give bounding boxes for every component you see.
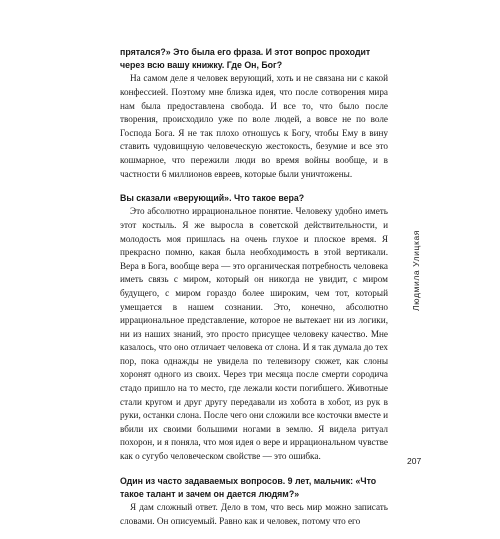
answer-paragraph: Это абсолютно иррациональное понятие. Человеку удобно иметь этот костыль. Я же выросла в советской действительности, и молодость моя пришлась на очень глухое и плоское время. Я прекрасно помню, какая была необходимость в этой вертикали. Вера в Бога, вообще вера — это органическая потребность человека иметь связь с миром, который он никогда не увидит, с миром будущего, с миром гораздо более широким, чем тот, который умещается в нашем сознании. Это, конечно, абсолютно иррациональное представление, которое не вытекает ни из логики, ни из наших знаний, это просто присущее человеку качество. Мне казалось, что оно отличает человека от слона. И я так думала до тех пор, пока однажды не увидела по телевизору сюжет, как слоны хоронят одного из своих. Через три месяца после смерти сородича стадо пришло на то место, где лежали кости погибшего. Животные стали кругом и друг другу передавали из хобота в хобот, из рук в руки, останки слона. После чего они сложили все косточки вместе и вбили их своими большими ногами в землю. Я видела ритуал похорон, и я поняла, что моя идея о вере и иррациональном чувстве как о сугубо человеческом свойстве — это ошибка. — [120, 206, 389, 462]
answer-paragraph: На самом деле я человек верующий, хоть и не связана ни с какой конфессией. Поэтому мне близка идея, что после сотворения мира нам была предоставлена свобода. И все то, что было после творения, происходило уже по воле людей, а вовсе не по воле Господа Бога. Я не так плохо отношусь к Богу, чтобы Ему в вину ставить чудовищную человеческую жестокость, безумие и все это кошмарное, что пережили люди во время войны вообще, и в частности 6 миллионов евреев, которые были уничтожены. — [120, 73, 388, 179]
question-heading: прятался?» Это была его фраза. И этот вопрос проходит через всю вашу книжку. Где Он, Бог? — [120, 47, 371, 71]
page-number: 207 — [407, 456, 422, 466]
answer-paragraph: Я дам сложный ответ. Дело в том, что весь мир можно записать словами. Он описуемый. Равно как и человек, потому что его — [120, 502, 388, 526]
running-head-author: Людмила Улицкая — [411, 229, 421, 311]
question-heading: Вы сказали «верующий». Что такое вера? — [120, 193, 305, 204]
qa-block-2 — [120, 192, 388, 463]
question-heading: Один из часто задаваемых вопросов. 9 лет, мальчик: «Что такое талант и зачем он дается людям?» — [120, 475, 377, 499]
text-column — [120, 46, 388, 539]
qa-block-1 — [120, 46, 388, 181]
qa-block-3 — [120, 475, 388, 529]
